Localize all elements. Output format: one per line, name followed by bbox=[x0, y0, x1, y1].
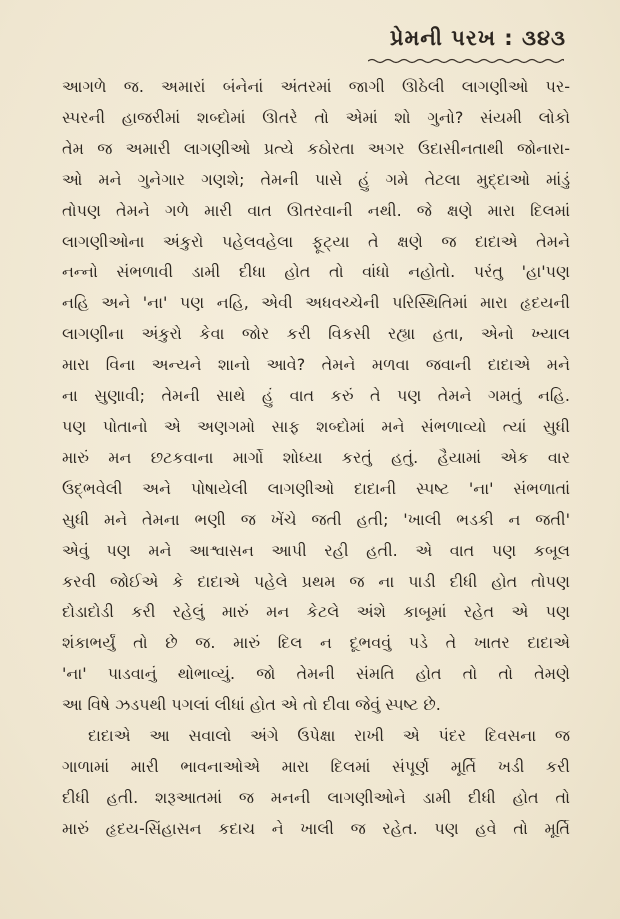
text-line: એવું પણ મને આશ્વાસન આપી રહી હતી. એ વાત પણ કબૂલ bbox=[62, 540, 570, 560]
text-line: લાગણીના અંકુરો કેવા જોર કરી વિકસી રહ્યા હતા, એનો ખ્યાલ bbox=[62, 324, 570, 344]
text-line: ઉદ્ભવેલી અને પોષાયેલી લાગણીઓ દાદાની સ્પષ્ટ 'ના' સંભળાતાં bbox=[62, 478, 570, 498]
text-line: લાગણીઓના અંકુરો પહેલવહેલા ફૂટ્યા તે ક્ષણે જ દાદાએ તેમને bbox=[62, 231, 570, 251]
text-line: નહિ અને 'ના' પણ નહિ, એવી અધવચ્ચેની પરિસ્થિતિમાં મારા હૃદયની bbox=[62, 293, 570, 313]
body-text bbox=[62, 72, 570, 845]
text-line: શંકાભર્યું તો છે જ. મારું દિલ ન દૂભવવું પડે તે ખાતર દાદાએ bbox=[62, 633, 570, 653]
text-line: મારું હૃદય-સિંહાસન કદાચ ને ખાલી જ રહેત. પણ હવે તો મૂર્તિ bbox=[62, 818, 570, 838]
text-line: ઓ મને ગુનેગાર ગણશે; તેમની પાસે હું ગમે તેટલા મુદ્દાઓ માંડું bbox=[62, 169, 570, 189]
text-line: દાદાએ આ સવાલો અંગે ઉપેક્ષા રાખી એ પંદર દિવસના જ bbox=[88, 726, 570, 746]
text-line: તોપણ તેમને ગળે મારી વાત ઊતરવાની નથી. જે ક્ષણે મારા દિલમાં bbox=[62, 200, 570, 220]
text-line: આગળે જ. અમારાં બંનેનાં અંતરમાં જાગી ઊઠેલી લાગણીઓ પર- bbox=[62, 77, 570, 96]
text-line: નન્નો સંભળાવી ડામી દીધા હોત તો વાંધો નહોતો. પરંતુ 'હા'પણ bbox=[62, 262, 570, 282]
text-line: ગાળામાં મારી ભાવનાઓએ મારા દિલમાં સંપૂર્ણ મૂર્તિ ખડી કરી bbox=[62, 756, 570, 776]
text-line: પણ પોતાનો એ અણગમો સાફ શબ્દોમાં મને સંભળાવ્યો ત્યાં સુધી bbox=[62, 416, 570, 436]
header-wavy-rule bbox=[368, 58, 564, 64]
text-line: સુધી મને તેમના ભણી જ ખેંચે જતી હતી; 'ખાલી ભડકી ન જતી' bbox=[62, 509, 570, 529]
text-line: મારું મન છટકવાના માર્ગો શોધ્યા કરતું હતું. હૈયામાં એક વાર bbox=[62, 447, 570, 467]
paragraph-2 bbox=[62, 721, 570, 845]
text-line: દોડાદોડી કરી રહેલું મારું મન કેટલે અંશે કાબૂમાં રહેત એ પણ bbox=[62, 602, 570, 622]
text-line: મારા વિના અન્યને શાનો આવે? તેમને મળવા જવાની દાદાએ મને bbox=[62, 355, 570, 375]
text-line: સ્પરની હાજરીમાં શબ્દોમાં ઊતરે તો એમાં શો ગુનો? સંયમી લોકો bbox=[62, 107, 570, 127]
text-line: દીધી હતી. શરૂઆતમાં જ મનની લાગણીઓને ડામી દીધી હોત તો bbox=[62, 787, 570, 807]
paragraph-1 bbox=[62, 72, 570, 721]
text-line: કરવી જોઈએ કે દાદાએ પહેલે પ્રથમ જ ના પાડી દીધી હોત તોપણ bbox=[62, 571, 570, 591]
text-line: તેમ જ અમારી લાગણીઓ પ્રત્યે કઠોરતા અગર ઉદાસીનતાથી જોનારા- bbox=[62, 138, 570, 158]
text-line: આ વિષે ઝડપથી પગલાં લીધાં હોત એ તો દીવા જેવું સ્પષ્ટ છે. bbox=[62, 695, 441, 715]
running-header: પ્રેમની પરખ : ૩૪૩ bbox=[389, 26, 566, 50]
text-line: 'ના' પાડવાનું થોભાવ્યું. જો તેમની સંમતિ હોત તો તો તેમણે bbox=[62, 664, 570, 684]
text-line: ના સુણાવી; તેમની સાથે હું વાત કરું તે પણ તેમને ગમતું નહિ. bbox=[62, 386, 570, 406]
